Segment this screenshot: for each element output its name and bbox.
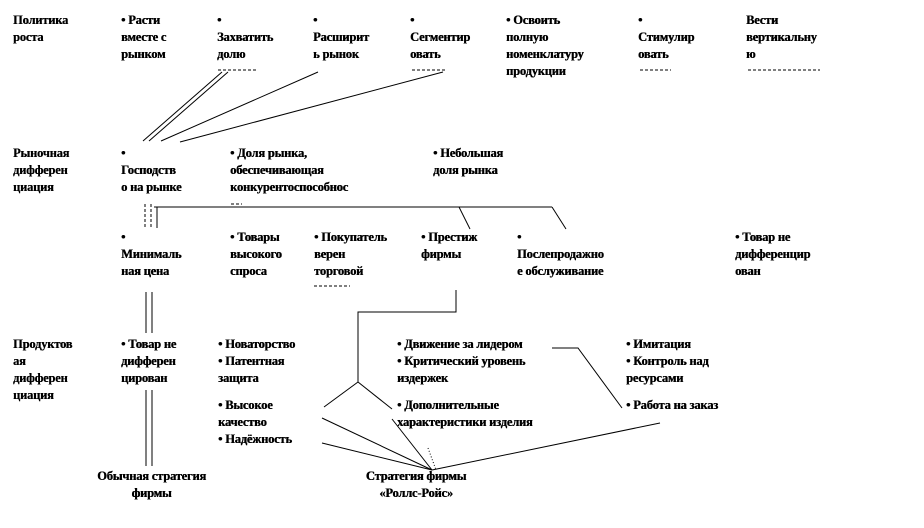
feature-innovation: • Новаторство • Патентная защита [218,337,296,385]
strategy-ordinary: Обычная стратегия фирмы [97,469,206,500]
policy-expand-market: • Расширит ь рынок [313,13,369,61]
policy-grow-with-market: • Расти вместе с рынком [121,13,167,61]
feature-custom-work: • Работа на заказ [626,398,718,412]
feature-leader: • Движение за лидером • Критический уровень издержек [397,337,526,385]
policy-segment: • Сегментир овать [410,13,470,61]
feature-quality: • Высокое качество • Надёжность [218,398,292,446]
factor-undifferentiated: • Товар не дифференцир ован [735,230,811,278]
market-dominance: • Господств о на рынке [121,146,182,194]
policy-stimulate: • Стимулир овать [638,13,695,61]
feature-undifferentiated: • Товар не дифферен цирован [121,337,177,385]
factor-minimal-price: • Минималь ная цена [121,230,182,278]
row-label-market-differentiation: Рыночная дифферен циация [13,146,70,194]
policy-capture-share: • Захватить долю [217,13,274,61]
policy-vertical: Вести вертикальну ю [746,13,817,61]
factor-after-sales: • Послепродажно е обслуживание [517,230,604,278]
row-label-growth-policy: Политика роста [13,13,69,44]
factor-loyal-buyer: • Покупатель верен торговой [314,230,387,278]
factor-prestige: • Престиж фирмы [421,230,478,261]
market-competitive-share: • Доля рынка, обеспечивающая конкурентоспособнос [230,146,348,194]
policy-full-range: • Освоить полную номенклатуру продукции [506,13,584,78]
strategy-rolls-royce: Стратегия фирмы «Роллс-Ройс» [365,469,467,500]
feature-imitation: • Имитация • Контроль над ресурсами [626,337,709,385]
row-label-product-differentiation: Продуктов ая дифферен циация [13,337,73,402]
market-small-share: • Небольшая доля рынка [433,146,503,177]
feature-extras: • Дополнительные характеристики изделия [397,398,533,429]
factor-high-demand: • Товары высокого спроса [230,230,282,278]
